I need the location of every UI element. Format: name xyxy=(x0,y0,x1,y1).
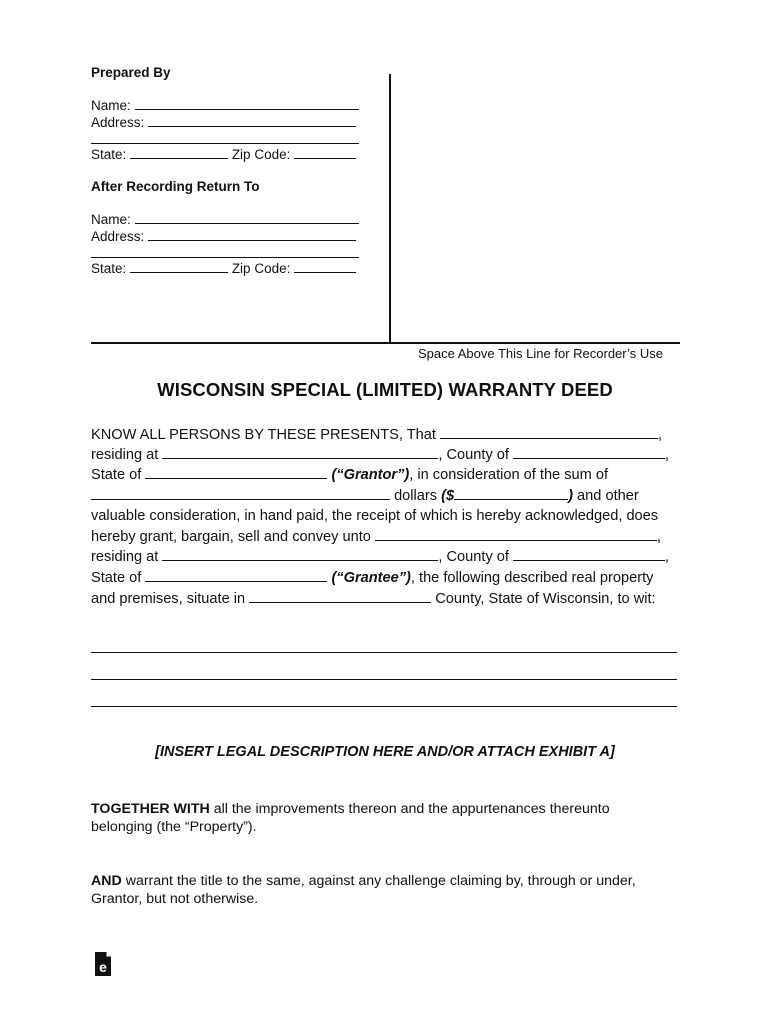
prepared-by-name-line[interactable] xyxy=(91,97,359,114)
together-with-text: all the improvements thereon and the appurtenances thereunto belonging (the “Property”). xyxy=(91,801,610,835)
page-title: WISCONSIN SPECIAL (LIMITED) WARRANTY DEED xyxy=(157,379,613,400)
recorder-box-horizontal-divider xyxy=(91,342,680,344)
body-line-3 xyxy=(91,465,608,486)
and-warrant-text: warrant the title to the same, against any challenge claiming by, through or under, Grantor, but not otherwise. xyxy=(91,873,636,907)
comma: , xyxy=(665,549,670,565)
dollar-open: ($ xyxy=(441,488,455,504)
body-text: State of xyxy=(91,570,142,586)
prepared-by-address-blank[interactable] xyxy=(148,114,356,127)
body-text: , County of xyxy=(438,447,509,463)
grantor-term: (“Grantor”) xyxy=(331,467,410,483)
body-line-1 xyxy=(91,425,662,446)
body-line-8 xyxy=(91,568,653,589)
return-to-address-blank[interactable] xyxy=(148,228,356,241)
prepared-by-name-label: Name: xyxy=(91,98,131,113)
return-to-name-blank[interactable] xyxy=(135,211,359,224)
legal-description-placeholder: [INSERT LEGAL DESCRIPTION HERE AND/OR ATTACH EXHIBIT A] xyxy=(155,744,615,760)
prepared-by-zip-blank[interactable] xyxy=(294,146,356,159)
return-to-heading: After Recording Return To xyxy=(91,179,260,194)
grantee-name-blank[interactable] xyxy=(375,528,657,541)
body-line-5: valuable consideration, in hand paid, the receipt of which is hereby acknowledged, does xyxy=(91,508,659,524)
property-county-blank[interactable] xyxy=(249,590,431,603)
body-text: hereby grant, bargain, sell and convey unto xyxy=(91,529,371,545)
prepared-by-address-line[interactable] xyxy=(91,114,356,131)
eforms-logo-icon xyxy=(93,951,113,977)
legal-description-line-1[interactable] xyxy=(91,652,677,653)
body-text: dollars xyxy=(394,488,438,504)
comma: , xyxy=(658,427,663,443)
body-line-2 xyxy=(91,445,669,466)
together-with-paragraph xyxy=(91,800,671,836)
prepared-by-state-label: State: xyxy=(91,147,127,162)
body-text: and premises, situate in xyxy=(91,591,246,607)
body-text: and other xyxy=(577,488,639,504)
return-to-name-line[interactable] xyxy=(91,211,359,228)
return-to-zip-blank[interactable] xyxy=(294,260,356,273)
prepared-by-address-label: Address: xyxy=(91,115,145,130)
return-to-state-label: State: xyxy=(91,261,127,276)
grantor-state-blank[interactable] xyxy=(145,466,327,479)
body-text: State of xyxy=(91,467,142,483)
comma: , xyxy=(656,529,662,545)
body-text: residing at xyxy=(91,549,159,565)
dollar-close: ) xyxy=(568,488,573,504)
return-to-state-blank[interactable] xyxy=(130,260,228,273)
grantee-address-blank[interactable] xyxy=(162,548,438,561)
grantor-address-blank[interactable] xyxy=(162,446,438,459)
grantor-name-blank[interactable] xyxy=(440,426,658,439)
body-text: KNOW ALL PERSONS BY THESE PRESENTS, That xyxy=(91,427,436,443)
legal-description-line-2[interactable] xyxy=(91,679,677,680)
comma: , xyxy=(665,447,670,463)
consideration-amount-blank[interactable] xyxy=(454,487,568,500)
prepared-by-name-blank[interactable] xyxy=(135,97,359,110)
body-line-6 xyxy=(91,527,661,548)
recorder-box-vertical-divider xyxy=(389,74,391,344)
return-to-address-line[interactable] xyxy=(91,228,356,245)
prepared-by-zip-label: Zip Code: xyxy=(231,147,291,162)
and-warrant-paragraph xyxy=(91,872,676,908)
body-text: , the following described real property xyxy=(410,570,654,586)
grantee-county-blank[interactable] xyxy=(513,548,665,561)
return-to-name-label: Name: xyxy=(91,212,131,227)
return-to-zip-label: Zip Code: xyxy=(231,261,291,276)
grantee-term: (“Grantee”) xyxy=(331,570,411,586)
and-warrant-lead: AND xyxy=(91,873,122,889)
return-to-state-zip-line[interactable] xyxy=(91,260,356,277)
prepared-by-state-zip-line[interactable] xyxy=(91,146,356,163)
grantee-state-blank[interactable] xyxy=(145,569,327,582)
prepared-by-heading: Prepared By xyxy=(91,65,171,80)
body-line-9 xyxy=(91,589,656,610)
return-to-address-label: Address: xyxy=(91,229,145,244)
eforms-logo-letter: e xyxy=(99,959,107,975)
prepared-by-address-line-2[interactable] xyxy=(91,143,359,144)
together-with-lead: TOGETHER WITH xyxy=(91,801,210,817)
body-text: , in consideration of the sum of xyxy=(409,467,609,483)
consideration-words-blank[interactable] xyxy=(91,487,390,500)
body-line-7 xyxy=(91,547,669,568)
grantor-county-blank[interactable] xyxy=(513,446,665,459)
legal-description-line-3[interactable] xyxy=(91,706,677,707)
prepared-by-state-blank[interactable] xyxy=(130,146,228,159)
body-text: , County of xyxy=(438,549,509,565)
body-line-4 xyxy=(91,486,639,507)
body-text: residing at xyxy=(91,447,159,463)
eforms-logo-icon xyxy=(93,951,113,977)
return-to-address-line-2[interactable] xyxy=(91,257,359,258)
recorder-note: Space Above This Line for Recorder’s Use xyxy=(418,346,663,361)
body-text: County, State of Wisconsin, to wit: xyxy=(435,591,656,607)
